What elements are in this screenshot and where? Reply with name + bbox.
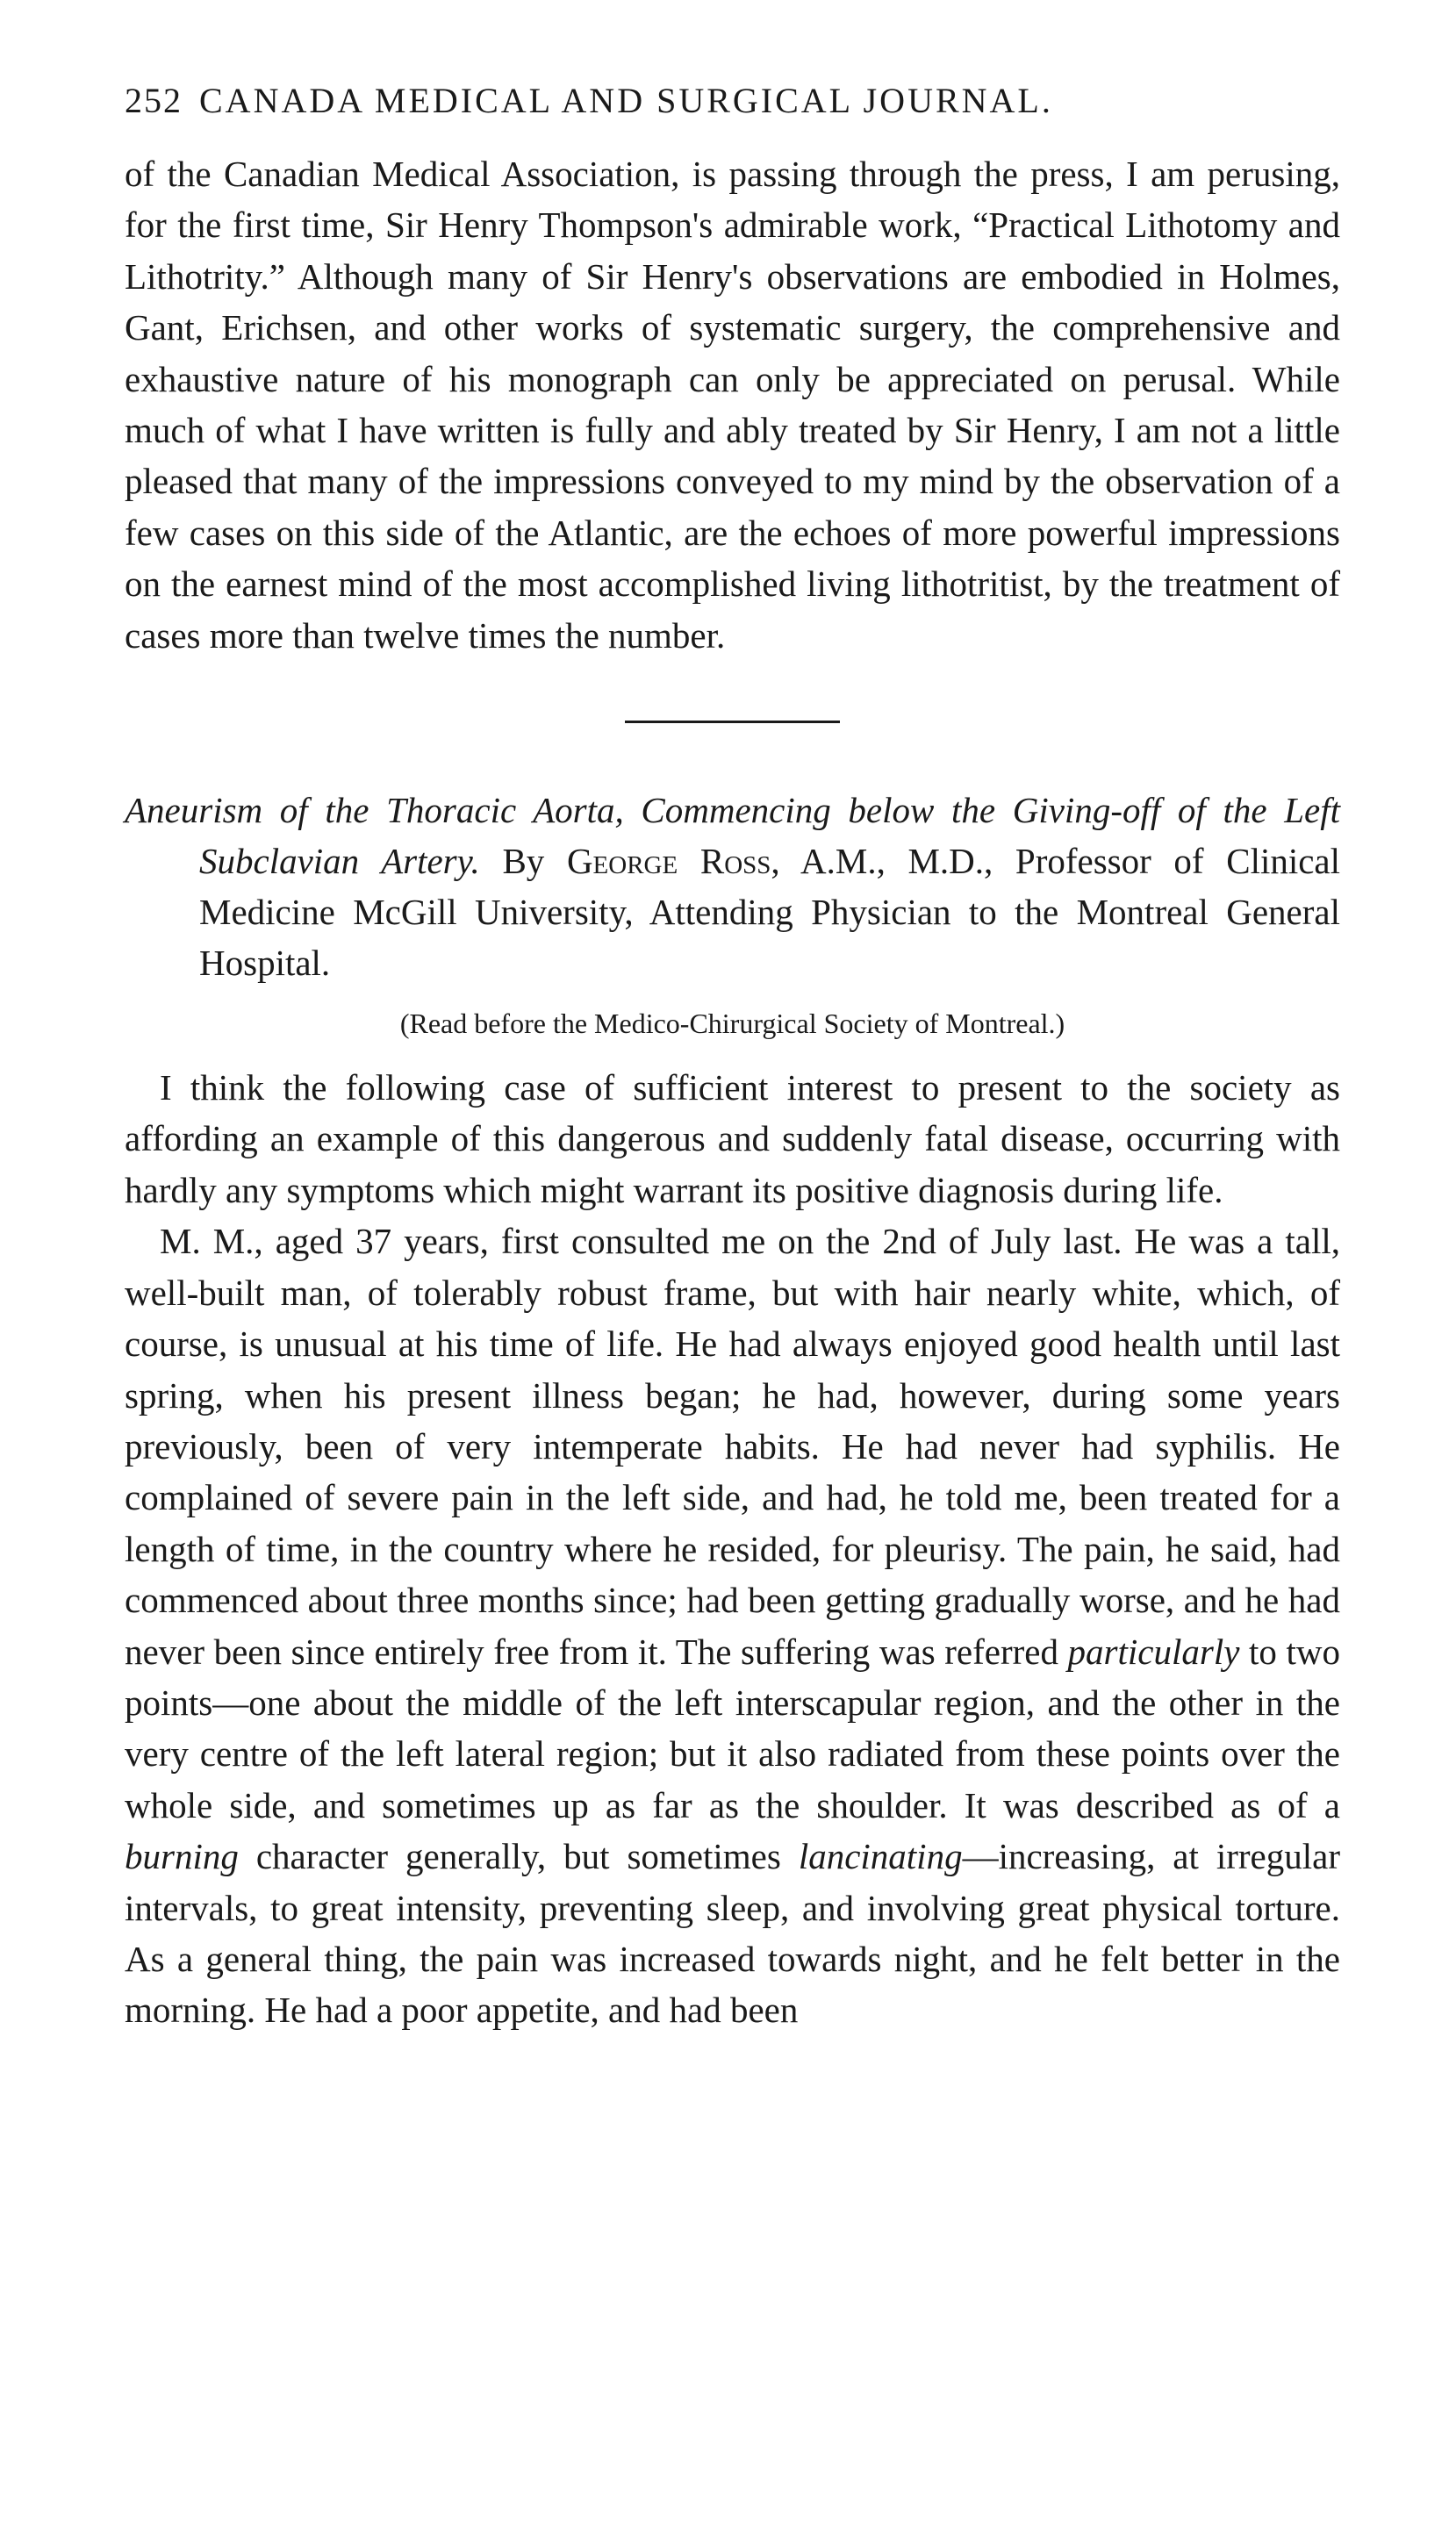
article-title-italic: Aneurism of the Thoracic Aorta, Commencing below the Giving-off of the Left Subclavian Artery.: [125, 790, 1340, 882]
article-credentials: , A.M., M.D., Professor of Clinical Medicine McGill University, Attending Physician to the Montreal General Hospital.: [199, 841, 1341, 984]
article-author: George Ross: [566, 841, 771, 882]
journal-title: CANADA MEDICAL AND SURGICAL JOURNAL.: [199, 81, 1053, 120]
read-before-note: (Read before the Medico-Chirurgical Society of Montreal.): [399, 1008, 1065, 1040]
paragraph-2-part-3: character generally, but sometimes: [238, 1836, 799, 1877]
paragraph-2-part-1: M. M., aged 37 years, first consulted me on the 2nd of July last. He was a tall, well-built man, of tolerably robust frame, but with hair nearly white, which, of course, is unusual at his time of life. He had always enjoyed good health until last spring, when his present illness began; he had, however, during some years previously, been of very intemperate habits. He had never had syphilis. He complained of severe pain in the left side, and had, he told me, been treated for a length of time, in the country where he resided, for pleurisy. The pain, he said, had commenced about three months since; had been getting gradually worse, and he had never been since entirely free from it. The suffering was referred: [125, 1221, 1340, 1672]
paragraph-2-italic-lancinating: lancinating: [798, 1836, 963, 1877]
paragraph-2-part-2: to two points—one about the middle of the left interscapular region, and the other in the very centre of the left lateral region; but it also radiated from these points over the whole side, and sometimes up as far as the shoulder. It was described as of a: [125, 1631, 1340, 1825]
body-paragraph-2: [125, 1216, 1340, 2036]
continuation-paragraph: of the Canadian Medical Association, is passing through the press, I am perusing, for the first time, Sir Henry Thompson's admirable work, “Practical Lithotomy and Lithotrity.” Although many of Sir Henry's observations are embodied in Holmes, Gant, Erichsen, and other works of systematic surgery, the comprehensive and exhaustive nature of his monograph can only be appreciated on perusal. While much of what I have written is fully and ably treated by Sir Henry, I am not a little pleased that many of the impressions conveyed to my mind by the observation of a few cases on this side of the Atlantic, are the echoes of more powerful impressions on the earnest mind of the most accomplished living lithotritist, by the treatment of cases more than twelve times the number.: [125, 154, 1340, 656]
article-by: By: [502, 841, 545, 882]
body-paragraph-1: I think the following case of sufficient interest to present to the society as affording an example of this dangerous and suddenly fatal disease, occurring with hardly any symptoms which might warrant its positive diagnosis during life.: [125, 1067, 1340, 1210]
paragraph-2-italic-particularly: particularly: [1067, 1631, 1240, 1672]
section-divider: [625, 721, 840, 723]
running-head: [125, 83, 1340, 118]
paragraph-2-part-4: —increasing, at irregular intervals, to great intensity, preventing sleep, and involving great physical torture. As a general thing, the pain was increased towards night, and he felt better in the morning. He had a poor appetite, and had been: [125, 1836, 1340, 2031]
journal-page: [125, 83, 1340, 2036]
article-title: [125, 785, 1340, 988]
paragraph-2-italic-burning: burning: [125, 1836, 239, 1877]
page-number: 252: [125, 81, 183, 120]
